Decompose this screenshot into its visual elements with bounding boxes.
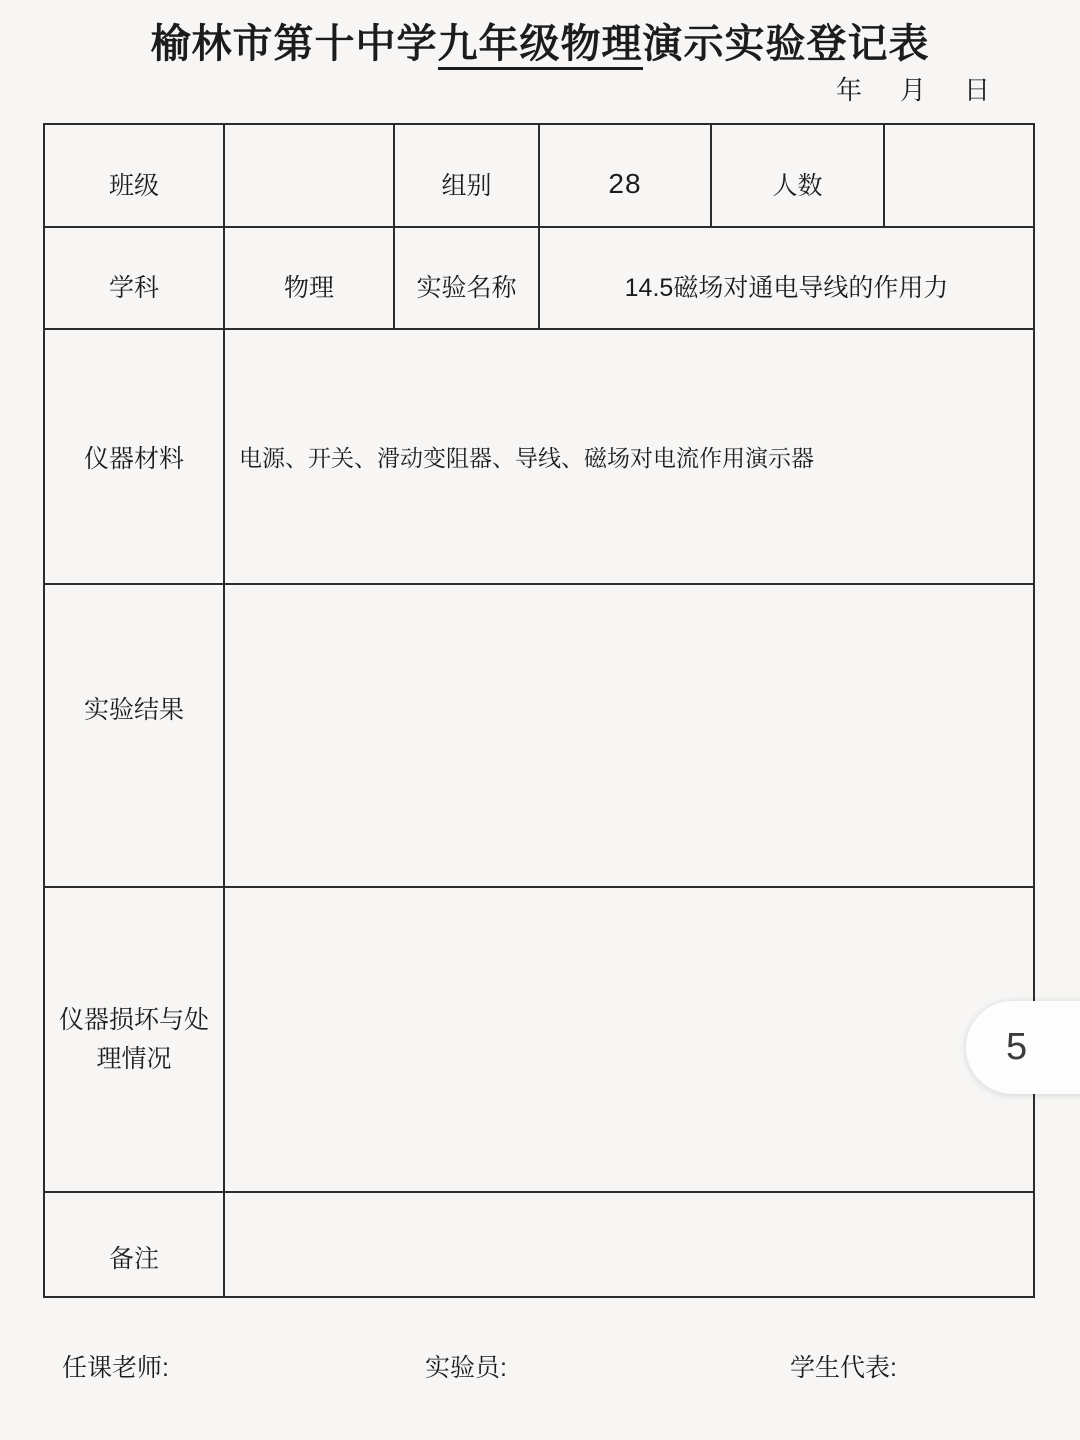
materials-label-cell: 仪器材料	[45, 330, 225, 585]
page-number: 5	[1006, 1026, 1028, 1068]
date-day-label: 日	[963, 75, 990, 105]
remarks-label-cell	[45, 1193, 225, 1296]
remarks-label: 备注	[108, 1244, 159, 1273]
title-suffix: 演示实验登记表	[642, 22, 930, 66]
experimenter-signature-label: 实验员:	[425, 1354, 507, 1382]
damage-content-cell	[225, 888, 1033, 1193]
group-label-cell: 组别	[395, 125, 540, 228]
class-value-cell	[225, 125, 395, 228]
teacher-signature-label: 任课老师:	[62, 1354, 169, 1382]
experiment-registration-table	[43, 123, 1035, 1298]
result-label-cell	[45, 585, 225, 888]
count-label-cell: 人数	[712, 125, 885, 228]
date-year-label: 年	[835, 75, 862, 105]
remarks-content-cell	[225, 1193, 1033, 1296]
result-label: 实验结果	[83, 695, 184, 724]
page-title	[0, 12, 1080, 69]
damage-label-cell	[45, 888, 225, 1193]
title-prefix: 榆林市第十中学	[150, 22, 438, 66]
experiment-name-value-cell: 14.5磁场对通电导线的作用力	[540, 228, 1033, 330]
title-underlined-part: 九年级物理	[438, 22, 643, 70]
subject-value-cell: 物理	[225, 228, 395, 330]
group-value-cell: 28	[540, 125, 712, 228]
student-rep-signature-label: 学生代表:	[790, 1354, 897, 1382]
count-value-cell	[885, 125, 1033, 228]
subject-label-cell: 学科	[45, 228, 225, 330]
class-label-cell: 班级	[45, 125, 225, 228]
date-line	[836, 70, 990, 107]
result-content-cell	[225, 585, 1033, 888]
experiment-name-label-cell: 实验名称	[395, 228, 540, 330]
page-number-badge	[966, 1001, 1080, 1094]
materials-content-cell: 电源、开关、滑动变阻器、导线、磁场对电流作用演示器	[225, 330, 1033, 585]
damage-label: 仪器损坏与处理情况	[58, 1005, 209, 1073]
date-month-label: 月	[899, 75, 926, 105]
